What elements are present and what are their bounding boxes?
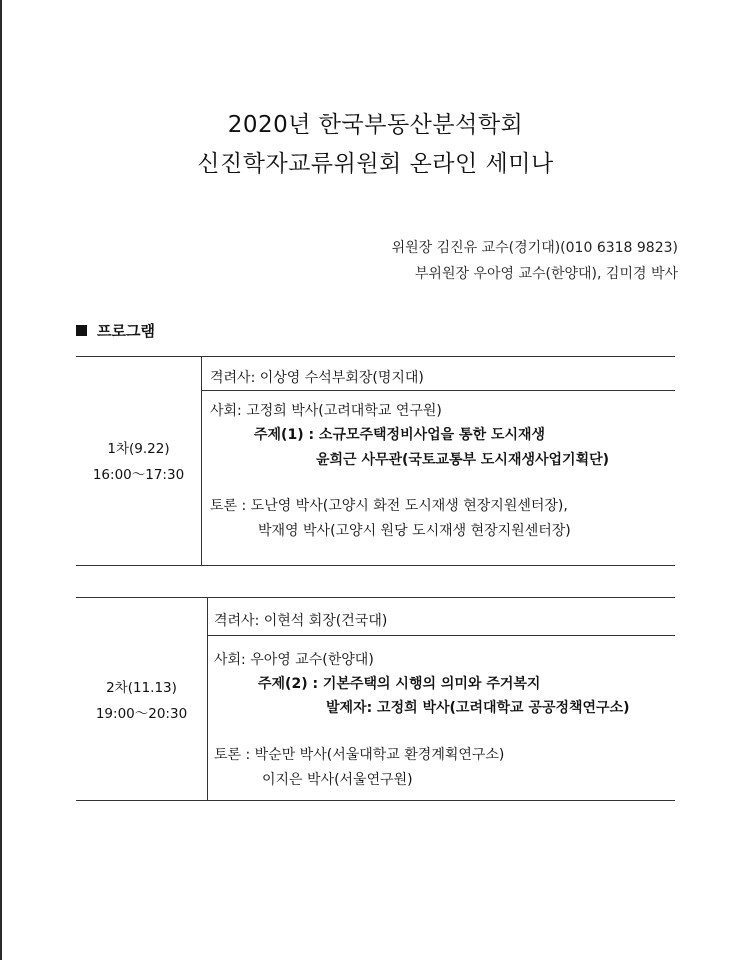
column-divider xyxy=(201,356,202,566)
column-divider xyxy=(207,597,208,801)
table-bottom-border xyxy=(76,565,675,566)
greeting-divider xyxy=(207,635,675,636)
session-2-discussion-2: 이지은 박사(서울연구원) xyxy=(262,772,413,788)
session-1-topic: 주제(1) : 소규모주택정비사업을 통한 도시재생 xyxy=(254,427,546,443)
session-1-greeting: 격려사: 이상영 수석부회장(명지대) xyxy=(210,370,424,386)
page-subtitle: 신진학자교류위원회 온라인 세미나 xyxy=(197,151,554,177)
session-1-time: 16:00～17:30 xyxy=(92,467,185,483)
session-2-moderator: 사회: 우아영 교수(한양대) xyxy=(214,652,374,668)
session-2-discussion-1: 토론 : 박순만 박사(서울대학교 환경계획연구소) xyxy=(214,747,505,763)
session-2-presenter: 발제자: 고정희 박사(고려대학교 공공정책연구소) xyxy=(326,700,630,716)
table-top-border xyxy=(76,356,675,357)
black-square-icon xyxy=(76,325,87,336)
table-top-border xyxy=(76,597,675,598)
session-2-table xyxy=(76,597,675,801)
greeting-divider xyxy=(201,390,675,391)
vice-chair-contact: 부위원장 우아영 교수(한양대), 김미경 박사 xyxy=(414,266,678,282)
session-1-discussion-1: 토론 : 도난영 박사(고양시 화전 도시재생 현장지원센터장), xyxy=(210,498,568,514)
session-2-schedule xyxy=(76,675,207,727)
page-left-border xyxy=(0,0,2,960)
session-2-round: 2차(11.13) xyxy=(106,680,177,696)
session-2-topic: 주제(2) : 기본주택의 시행의 의미와 주거복지 xyxy=(258,676,541,692)
session-2-greeting: 격려사: 이현석 회장(건국대) xyxy=(214,613,388,629)
table-bottom-border xyxy=(76,800,675,801)
session-2-time: 19:00～20:30 xyxy=(95,706,188,722)
page-title: 2020년 한국부동산분석학회 xyxy=(227,112,524,138)
session-1-discussion-2: 박재영 박사(고양시 원당 도시재생 현장지원센터장) xyxy=(258,523,571,539)
session-1-presenter: 윤희근 사무관(국토교통부 도시재생사업기획단) xyxy=(316,452,610,468)
session-1-table xyxy=(76,356,675,566)
session-1-schedule xyxy=(76,436,201,488)
session-1-moderator: 사회: 고정희 박사(고려대학교 연구원) xyxy=(210,403,442,419)
program-heading-label: 프로그램 xyxy=(97,322,155,340)
chair-contact: 위원장 김진유 교수(경기대)(010 6318 9823) xyxy=(391,240,678,256)
session-1-round: 1차(9.22) xyxy=(107,441,170,457)
program-heading xyxy=(76,320,155,341)
